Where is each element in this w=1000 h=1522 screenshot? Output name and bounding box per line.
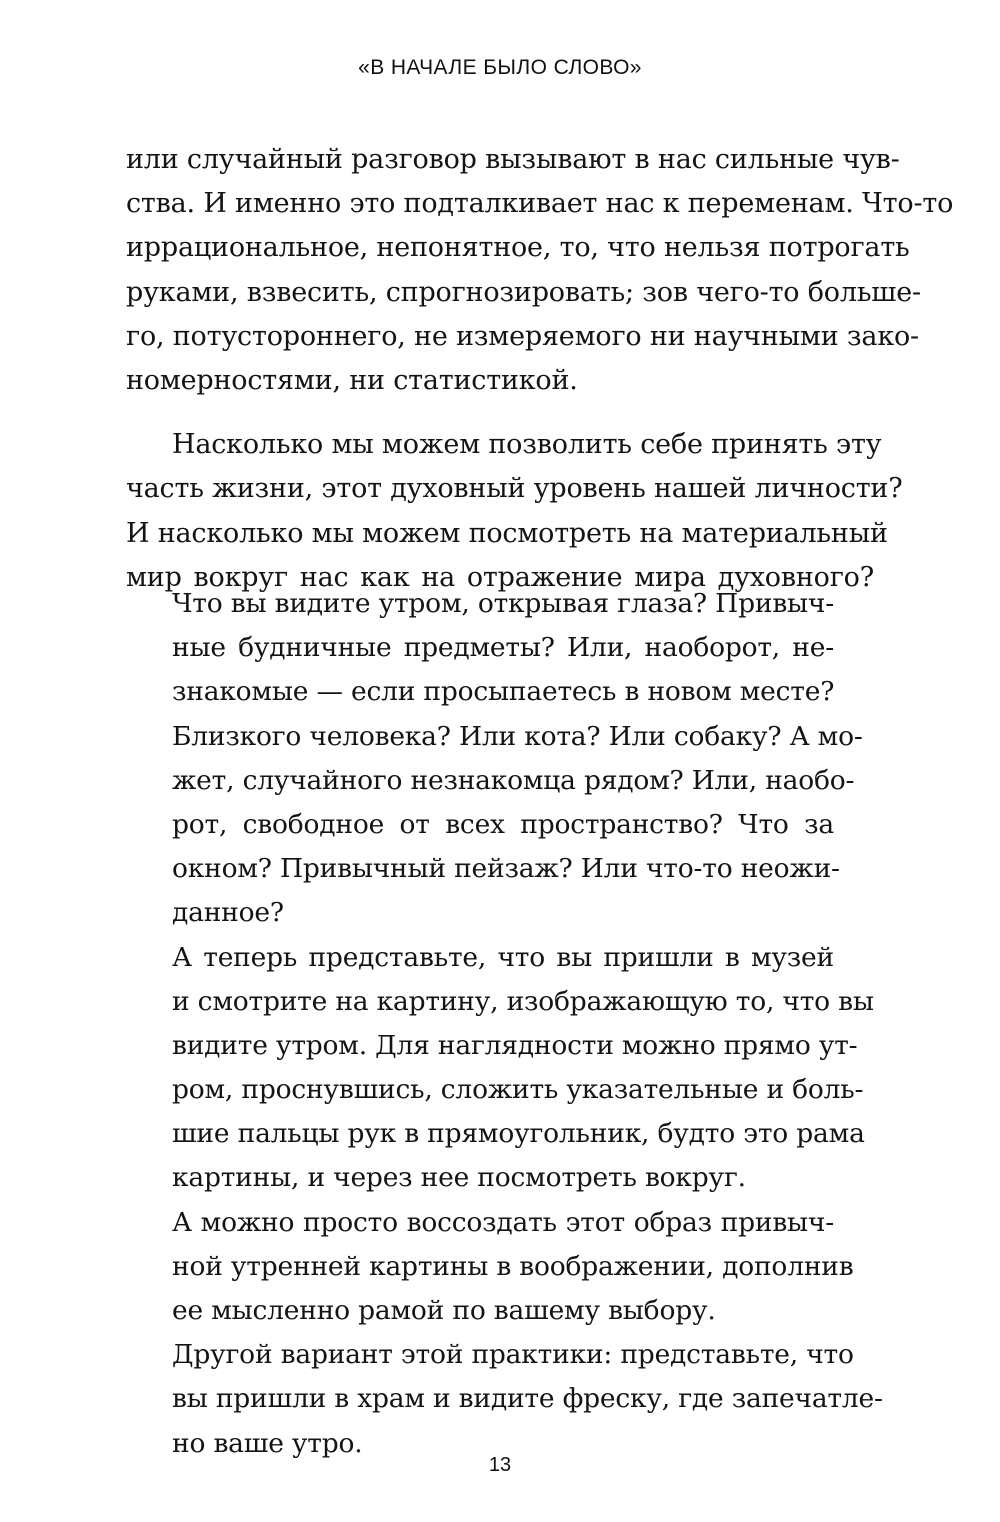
text-line: го, потустороннего, не измеряемого ни научными зако-: [126, 320, 919, 352]
text-line: руками, взвесить, спрогнозировать; зов чего-то больше-: [126, 276, 921, 308]
text-line: Близкого человека? Или кота? Или собаку? А мо-: [172, 720, 863, 752]
page-number: 13: [488, 1454, 512, 1476]
exercise-block: [172, 582, 883, 1466]
text-line: Что вы видите утром, открывая глаза? Привыч-: [172, 588, 834, 619]
text-line: ные будничные предметы? Или, наоборот, не-: [172, 632, 834, 664]
text-line: и смотрите на картину, изображающую то, что вы: [172, 985, 874, 1017]
text-line: ее мысленно рамой по вашему выбору.: [172, 1295, 716, 1326]
text-line: А можно просто воссоздать этот образ привыч-: [172, 1206, 834, 1238]
text-line: рот, свободное от всех пространство? Что за: [172, 808, 834, 840]
text-line: картины, и через нее посмотреть вокруг.: [172, 1162, 746, 1194]
text-line: или случайный разговор вызывают в нас сильные чув-: [126, 144, 900, 175]
text-line: окном? Привычный пейзаж? Или что-то неожи-: [172, 853, 840, 885]
text-line: шие пальцы рук в прямоугольник, будто это рама: [172, 1118, 865, 1150]
text-line: жет, случайного незнакомца рядом? Или, наобо-: [172, 764, 855, 796]
text-line: данное?: [172, 897, 284, 929]
text-line: знакомые — если просыпаетесь в новом месте?: [172, 676, 835, 708]
text-line: вы пришли в храм и видите фреску, где запечатле-: [172, 1383, 883, 1415]
text-line: ной утренней картины в воображении, дополнив: [172, 1250, 854, 1282]
text-line: иррациональное, непонятное, то, что нельзя потрогать: [126, 232, 910, 264]
text-line: мир вокруг нас как на отражение мира духовного?: [126, 561, 874, 593]
text-line: Насколько мы можем позволить себе принять эту: [172, 429, 882, 461]
text-line: И насколько мы можем посмотреть на материальный: [126, 517, 888, 549]
text-line: ства. И именно это подталкивает нас к переменам. Что-то: [126, 188, 954, 220]
text-line: часть жизни, этот духовный уровень нашей личности?: [126, 473, 903, 505]
text-line: А теперь представьте, что вы пришли в музей: [172, 941, 834, 973]
text-line: но ваше утро.: [172, 1427, 363, 1459]
text-line: номерностями, ни статистикой.: [126, 364, 578, 396]
text-line: ром, проснувшись, сложить указательные и боль-: [172, 1074, 864, 1106]
running-head: «В НАЧАЛЕ БЫЛО СЛОВО»: [358, 56, 642, 79]
text-line: видите утром. Для наглядности можно прямо ут-: [172, 1029, 858, 1061]
text-line: Другой вариант этой практики: представьте, что: [172, 1339, 854, 1371]
main-text: [126, 138, 954, 600]
